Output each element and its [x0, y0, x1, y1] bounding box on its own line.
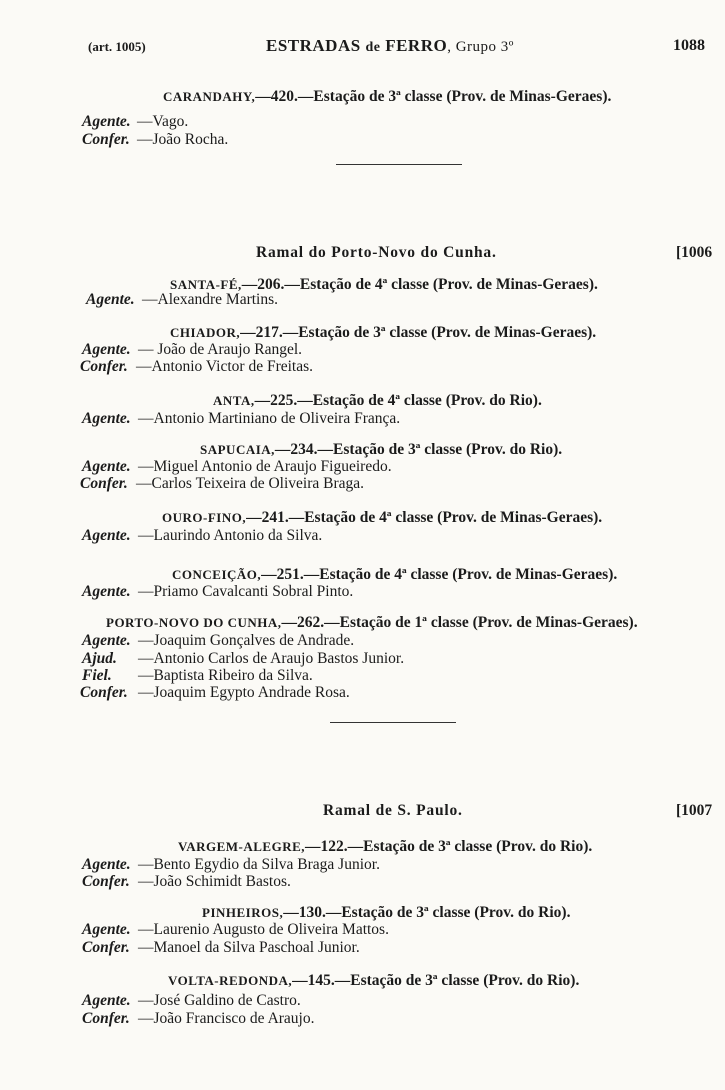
running-title: ESTRADAS de FERRO, Grupo 3º	[266, 36, 514, 55]
staff-line	[82, 650, 404, 668]
staff-role: Agente.	[82, 992, 131, 1009]
staff-role: Agente.	[82, 341, 131, 358]
staff-role: Confer.	[80, 475, 128, 492]
staff-name: —Antonio Carlos de Araujo Bastos Junior.	[138, 650, 405, 667]
staff-role: Agente.	[82, 113, 131, 130]
station-line	[168, 972, 579, 990]
staff-line	[82, 667, 313, 685]
staff-name: —Priamo Cavalcanti Sobral Pinto.	[138, 583, 354, 600]
station-details: —420.—Estação de 3ª classe (Prov. de Minas-Geraes).	[255, 88, 612, 105]
section-title: Ramal de S. Paulo.	[323, 802, 463, 819]
station-details: —262.—Estação de 1ª classe (Prov. de Minas-Geraes).	[281, 614, 638, 631]
station-details: —225.—Estação de 4ª classe (Prov. do Rio).	[254, 392, 542, 409]
staff-name: —José Galdino de Castro.	[138, 992, 301, 1009]
staff-line	[82, 527, 322, 545]
staff-line	[82, 113, 188, 131]
staff-line	[82, 583, 353, 601]
staff-role: Agente.	[82, 583, 131, 600]
staff-role: Agente.	[82, 527, 131, 544]
staff-role: Agente.	[82, 856, 131, 873]
staff-name: —Miguel Antonio de Araujo Figueiredo.	[138, 458, 392, 475]
staff-name: —João Rocha.	[137, 131, 229, 148]
section-number: [1007	[676, 802, 713, 819]
staff-line	[82, 939, 360, 957]
station-name: ANTA,	[213, 393, 255, 408]
staff-line	[80, 358, 313, 376]
staff-name: —João Schimidt Bastos.	[138, 873, 291, 890]
staff-role: Agente.	[82, 458, 131, 475]
station-line	[170, 324, 596, 342]
staff-role: Confer.	[82, 1010, 130, 1027]
staff-role: Ajud.	[82, 650, 117, 667]
staff-name: —Joaquim Egypto Andrade Rosa.	[138, 684, 350, 701]
station-details: —241.—Estação de 4ª classe (Prov. de Minas-Geraes).	[246, 509, 603, 526]
staff-line	[82, 1010, 315, 1028]
staff-line	[82, 458, 392, 476]
staff-line	[82, 873, 291, 891]
station-line	[172, 566, 617, 584]
station-line	[202, 904, 570, 922]
staff-name: —Laurindo Antonio da Silva.	[138, 527, 323, 544]
station-name: CONCEIÇÃO,	[172, 567, 262, 582]
station-details: —217.—Estação de 3ª classe (Prov. de Minas-Geraes).	[240, 324, 597, 341]
staff-role: Confer.	[82, 873, 130, 890]
station-name: VARGEM-ALEGRE,	[178, 839, 306, 854]
staff-name: —Manoel da Silva Paschoal Junior.	[138, 939, 360, 956]
staff-name: —Antonio Martiniano de Oliveira França.	[138, 410, 401, 427]
staff-role: Confer.	[80, 358, 128, 375]
article-reference: (art. 1005)	[88, 39, 146, 54]
staff-role: Confer.	[82, 131, 130, 148]
staff-line	[82, 632, 354, 650]
staff-line	[80, 684, 350, 702]
staff-role: Agente.	[82, 921, 131, 938]
station-line	[106, 614, 638, 632]
staff-role: Fiel.	[82, 667, 112, 684]
station-name: SANTA-FÉ,	[170, 277, 242, 292]
staff-line	[80, 475, 364, 493]
station-name: PORTO-NOVO DO CUNHA,	[106, 615, 282, 630]
station-name: VOLTA-REDONDA,	[168, 973, 293, 988]
station-details: —122.—Estação de 3ª classe (Prov. do Rio).	[305, 838, 593, 855]
station-line	[163, 88, 611, 106]
staff-role: Agente.	[82, 632, 131, 649]
staff-line	[82, 992, 301, 1010]
section-title: Ramal do Porto-Novo do Cunha.	[256, 244, 497, 261]
station-line	[213, 392, 542, 410]
staff-name: —Baptista Ribeiro da Silva.	[138, 667, 313, 684]
staff-line	[86, 291, 278, 309]
station-name: OURO-FINO,	[162, 510, 247, 525]
staff-name: — João de Araujo Rangel.	[138, 341, 303, 358]
staff-name: —Bento Egydio da Silva Braga Junior.	[138, 856, 380, 873]
staff-name: —Laurenio Augusto de Oliveira Mattos.	[138, 921, 389, 938]
station-name: SAPUCAIA,	[200, 442, 275, 457]
staff-name: —Carlos Teixeira de Oliveira Braga.	[136, 475, 365, 492]
divider-rule	[336, 164, 462, 165]
staff-name: —Alexandre Martins.	[142, 291, 279, 308]
station-details: —130.—Estação de 3ª classe (Prov. do Rio).	[283, 904, 571, 921]
station-details: —206.—Estação de 4ª classe (Prov. de Minas-Geraes).	[241, 276, 598, 293]
staff-role: Agente.	[82, 410, 131, 427]
staff-role: Confer.	[82, 939, 130, 956]
station-details: —251.—Estação de 4ª classe (Prov. de Minas-Geraes).	[261, 566, 618, 583]
staff-line	[82, 921, 389, 939]
page-number: 1088	[673, 37, 705, 54]
staff-name: —Vago.	[137, 113, 189, 130]
station-details: —234.—Estação de 3ª classe (Prov. do Rio).	[274, 441, 563, 458]
staff-role: Confer.	[80, 684, 128, 701]
station-details: —145.—Estação de 3ª classe (Prov. do Rio).	[292, 972, 580, 989]
station-line	[200, 441, 562, 459]
station-name: CHIADOR,	[170, 325, 241, 340]
staff-name: —João Francisco de Araujo.	[138, 1010, 315, 1027]
staff-line	[82, 131, 228, 149]
staff-name: —Joaquim Gonçalves de Andrade.	[138, 632, 355, 649]
section-number: [1006	[676, 244, 713, 261]
station-name: CARANDAHY,	[163, 89, 256, 104]
station-line	[162, 509, 602, 527]
staff-line	[82, 341, 302, 359]
divider-rule	[330, 722, 456, 723]
staff-line	[82, 410, 400, 428]
running-header	[88, 36, 717, 60]
staff-name: —Antonio Victor de Freitas.	[136, 358, 314, 375]
station-line	[178, 838, 592, 856]
station-name: PINHEIROS,	[202, 905, 284, 920]
staff-role: Agente.	[86, 291, 135, 308]
staff-line	[82, 856, 380, 874]
